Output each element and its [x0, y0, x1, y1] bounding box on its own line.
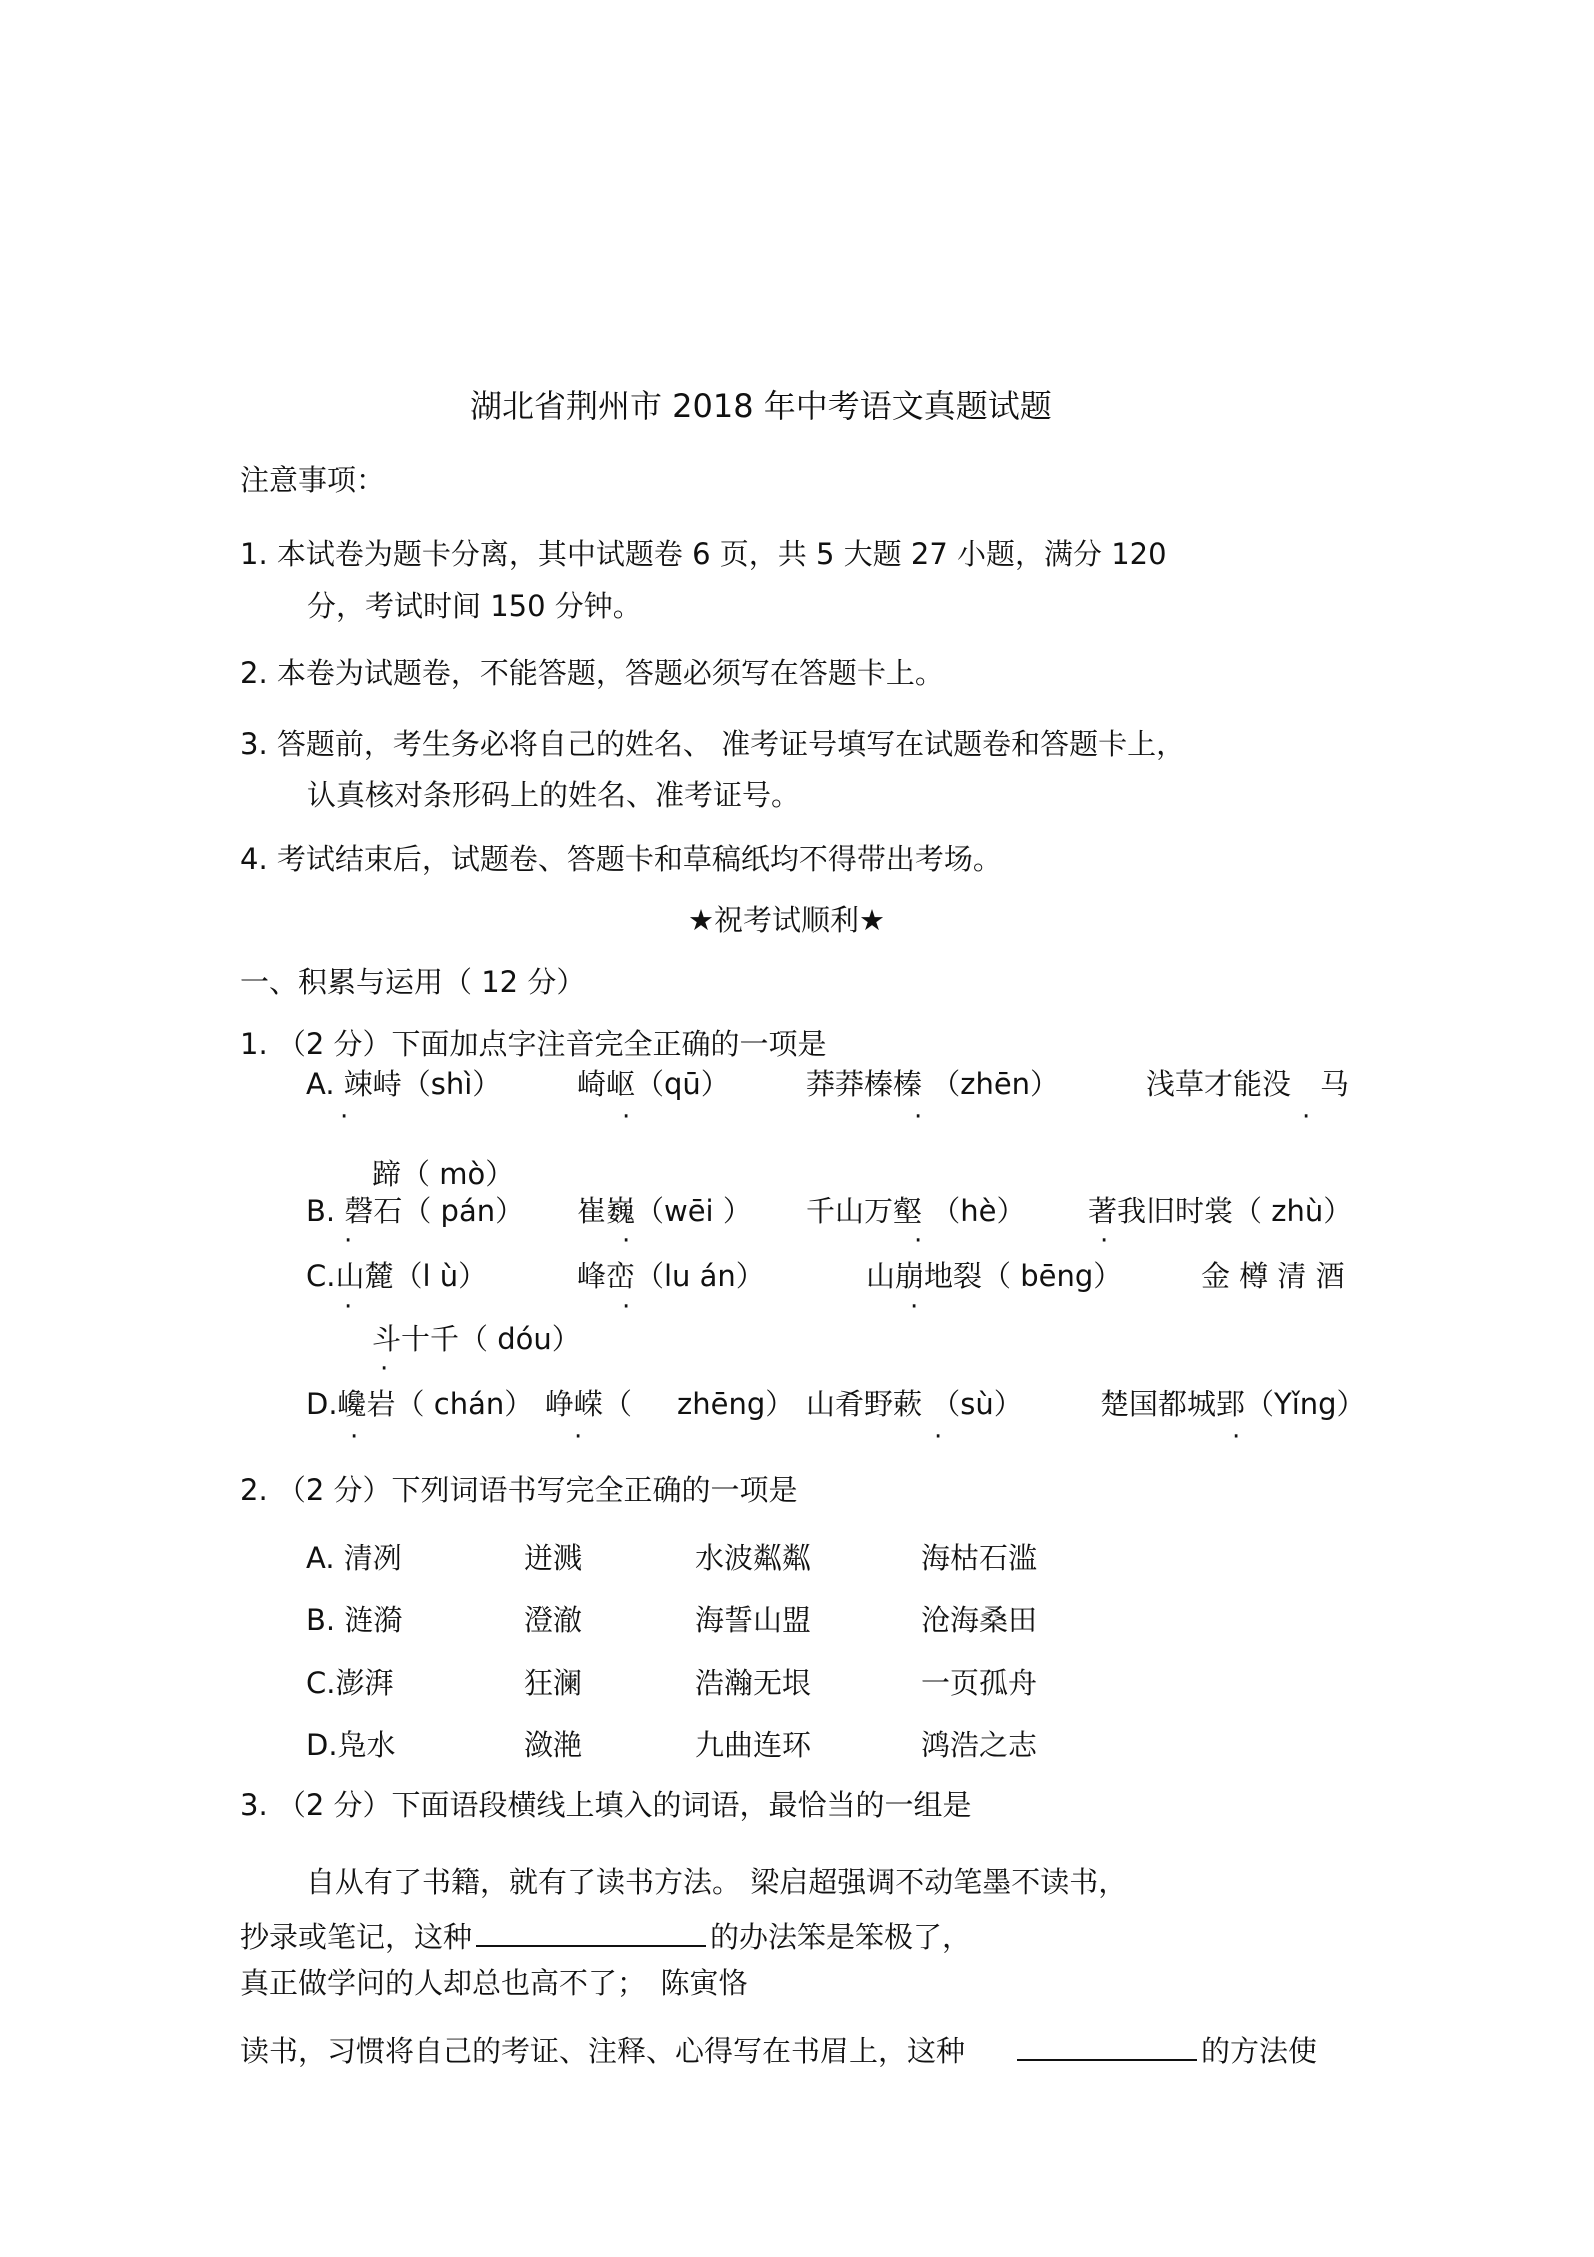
question-3-stem: 3. （2 分）下面语段横线上填入的词语，最恰当的一组是	[240, 1788, 972, 1822]
q3-paragraph-line-3: 真正做学问的人却总也高不了； 陈寅恪	[240, 1966, 748, 2000]
question-2-stem: 2. （2 分）下列词语书写完全正确的一项是	[240, 1473, 798, 1507]
notice-item-3: 3. 答题前，考生务必将自己的姓名、 准考证号填写在试题卷和答题卡上，	[240, 727, 1186, 761]
q3-paragraph-line-4	[240, 2033, 1317, 2066]
q1-option-c-1: C.山麓（l ù）	[306, 1259, 488, 1293]
notice-heading: 注意事项：	[240, 463, 386, 497]
q1-option-d-1: D.巉岩（ chán）	[306, 1387, 534, 1421]
q3-paragraph-line-1: 自从有了书籍，就有了读书方法。 梁启超强调不动笔墨不读书，	[306, 1865, 1128, 1899]
emphasis-dot: ·	[622, 1102, 631, 1132]
q2-option-b-1: B. 涟漪	[306, 1603, 403, 1637]
wish-text: ★祝考试顺利★	[688, 903, 885, 937]
q2-option-c-3: 浩瀚无垠	[695, 1666, 812, 1700]
q2-option-c-1: C.澎湃	[306, 1666, 394, 1700]
q2-option-b-3: 海誓山盟	[695, 1603, 812, 1637]
q1-option-c-3: 山崩地裂（ bēng）	[866, 1259, 1123, 1293]
q3-paragraph-line-2	[240, 1919, 971, 1952]
q1-option-d-2: 峥嵘（	[545, 1387, 633, 1421]
notice-item-1-cont: 分，考试时间 150 分钟。	[307, 589, 642, 623]
page-title: 湖北省荆州市 2018 年中考语文真题试题	[470, 387, 1052, 425]
emphasis-dot: ·	[344, 1292, 353, 1322]
notice-item-3-cont: 认真核对条形码上的姓名、准考证号。	[307, 778, 801, 812]
notice-item-1: 1. 本试卷为题卡分离，其中试题卷 6 页，共 5 大题 27 小题，满分 120	[240, 537, 1167, 571]
q2-option-d-1: D.凫水	[306, 1728, 396, 1762]
emphasis-dot: ·	[1100, 1226, 1109, 1256]
q1-option-b-1: B. 磬石（ pán）	[306, 1194, 525, 1228]
q2-option-b-2: 澄澈	[524, 1603, 583, 1637]
q2-option-d-4: 鸿浩之志	[921, 1728, 1038, 1762]
q1-option-a-4: 浅草才能没 马	[1146, 1067, 1350, 1101]
emphasis-dot: ·	[344, 1226, 353, 1256]
q1-option-c-4: 金 樽 清 酒	[1201, 1259, 1345, 1293]
emphasis-dot: ·	[914, 1226, 923, 1256]
q3-text: 抄录或笔记，这种	[240, 1920, 473, 1954]
q2-option-a-4: 海枯石滥	[921, 1541, 1038, 1575]
q2-option-d-3: 九曲连环	[695, 1728, 812, 1762]
answer-blank-2[interactable]	[1017, 2033, 1197, 2061]
notice-item-2: 2. 本卷为试题卷，不能答题，答题必须写在答题卡上。	[240, 656, 944, 690]
q1-option-a-2: 崎岖（qū）	[577, 1067, 730, 1101]
q2-option-a-3: 水波粼粼	[695, 1541, 812, 1575]
question-1-stem: 1. （2 分）下面加点字注音完全正确的一项是	[240, 1027, 827, 1061]
q1-option-b-2: 崔巍（wēi ）	[577, 1194, 752, 1228]
q2-option-c-4: 一页孤舟	[921, 1666, 1038, 1700]
q1-option-d-5: 楚国都城郢（Yǐng）	[1100, 1387, 1366, 1421]
emphasis-dot: ·	[934, 1422, 943, 1452]
emphasis-dot: ·	[1302, 1102, 1311, 1132]
q2-option-a-1: A. 清冽	[306, 1541, 402, 1575]
q1-option-c-2: 峰峦（lu án）	[577, 1259, 765, 1293]
emphasis-dot: ·	[350, 1422, 359, 1452]
q1-option-c-5: 斗十千（ dóu）	[372, 1322, 581, 1356]
emphasis-dot: ·	[910, 1292, 919, 1322]
emphasis-dot: ·	[340, 1102, 349, 1132]
q3-text: 的办法笨是笨极了，	[710, 1920, 972, 1954]
q2-option-c-2: 狂澜	[524, 1666, 583, 1700]
emphasis-dot: ·	[914, 1102, 923, 1132]
q1-option-a-5: 蹄（ mò）	[372, 1157, 515, 1191]
q1-option-b-3: 千山万壑 （hè）	[806, 1194, 1026, 1228]
q2-option-d-2: 潋滟	[524, 1728, 583, 1762]
q1-option-d-4: 山肴野蔌 （sù）	[806, 1387, 1023, 1421]
q2-option-a-2: 迸溅	[524, 1541, 583, 1575]
q1-option-a-3: 莽莽榛榛 （zhēn）	[806, 1067, 1060, 1101]
notice-item-4: 4. 考试结束后，试题卷、答题卡和草稿纸均不得带出考场。	[240, 842, 1002, 876]
emphasis-dot: ·	[622, 1292, 631, 1322]
q3-text: 的方法使	[1201, 2034, 1318, 2068]
emphasis-dot: ·	[622, 1226, 631, 1256]
emphasis-dot: ·	[1232, 1422, 1241, 1452]
section-heading: 一、积累与运用（ 12 分）	[240, 965, 586, 999]
emphasis-dot: ·	[574, 1422, 583, 1452]
q1-option-b-4: 著我旧时裳（ zhù）	[1088, 1194, 1353, 1228]
q1-option-a-1: A. 竦峙（shì）	[306, 1067, 502, 1101]
q2-option-b-4: 沧海桑田	[921, 1603, 1038, 1637]
answer-blank-1[interactable]	[476, 1919, 706, 1947]
q3-text: 读书，习惯将自己的考证、注释、心得写在书眉上，这种	[240, 2034, 966, 2068]
q1-option-d-3: zhēng）	[677, 1387, 795, 1421]
emphasis-dot: ·	[380, 1354, 389, 1384]
